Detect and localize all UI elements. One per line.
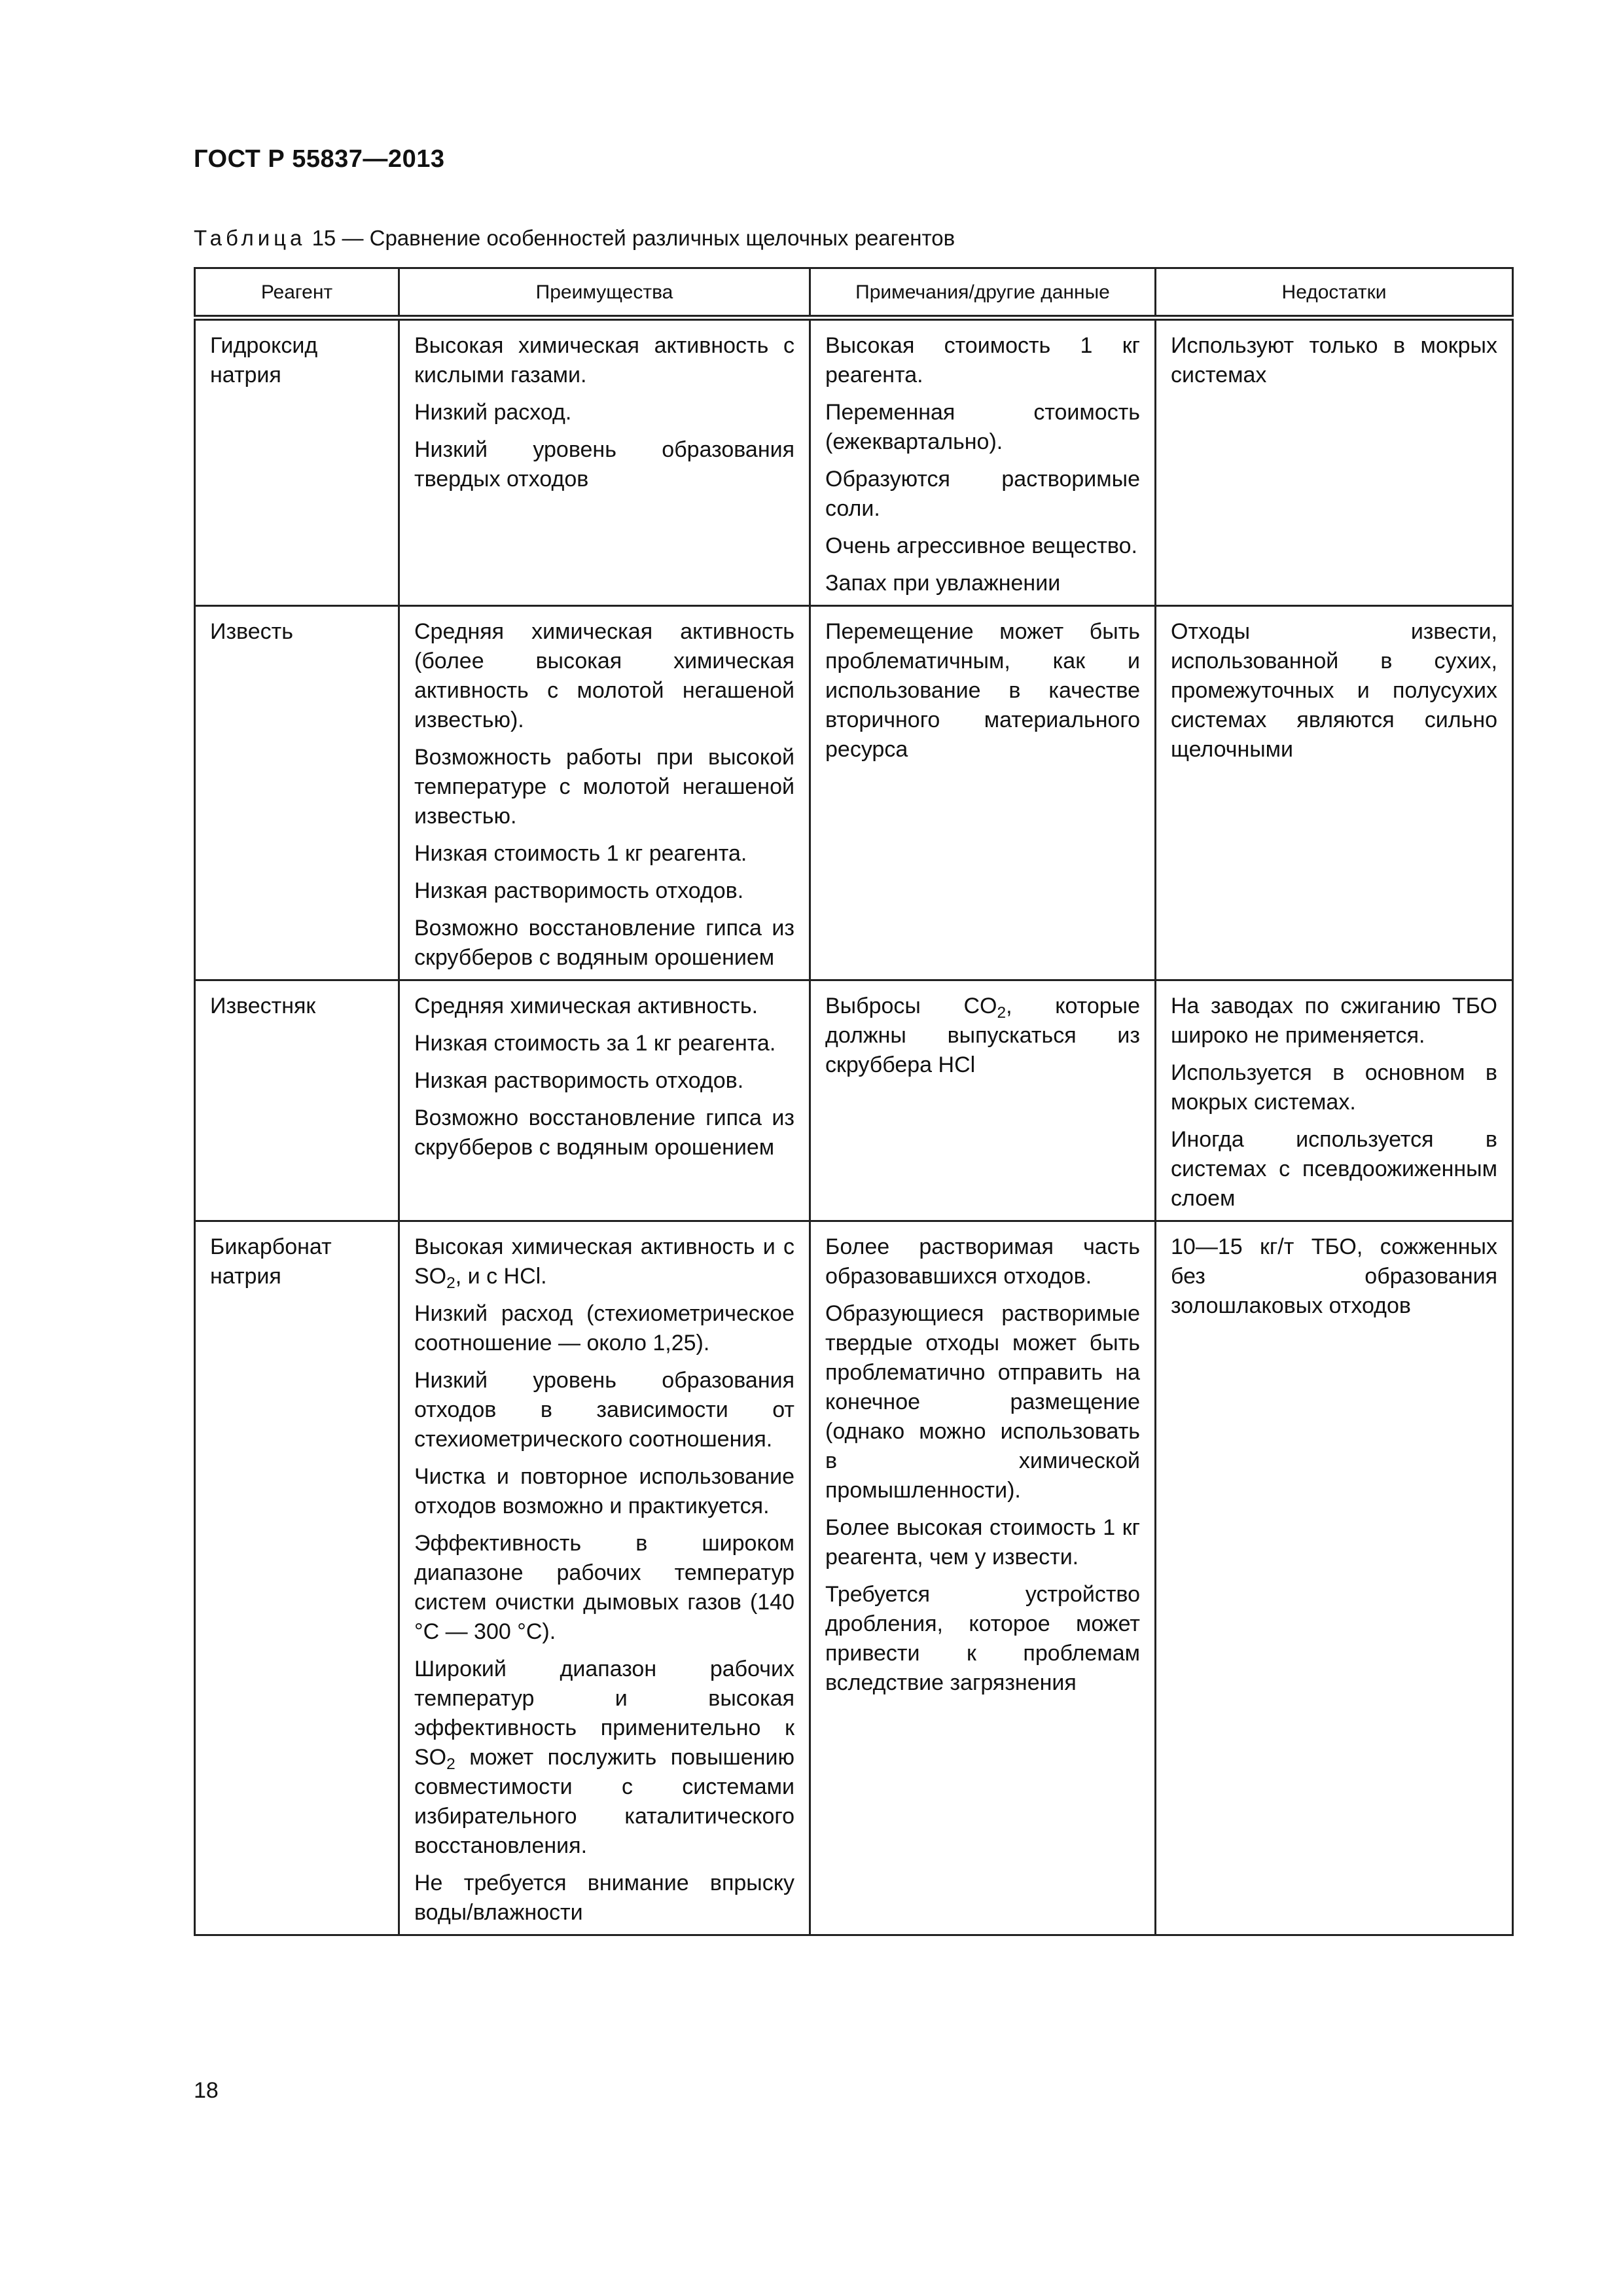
notes-cell: [810, 980, 1156, 1221]
advantage-item: Низкая стоимость за 1 кг реагента.: [414, 1031, 776, 1056]
advantage-item: Низкий расход (стехиометрическое соотношение — около 1,25).: [414, 1301, 794, 1355]
notes-cell: [810, 318, 1156, 606]
note-item: Переменная стоимость (ежеквартально).: [825, 400, 1140, 454]
advantages-cell: [399, 318, 810, 606]
column-header-notes: Примечания/другие данные: [810, 268, 1156, 318]
advantages-cell: [399, 606, 810, 980]
table-body: [195, 318, 1513, 1935]
table-row: [195, 1221, 1513, 1935]
note-item: Перемещение может быть проблематичным, как и использование в качестве вторичного материального ресурса: [825, 619, 1140, 762]
table-caption: [194, 226, 955, 251]
page-number: 18: [194, 2078, 219, 2103]
note-item: Выбросы $CO_2$, которые должны выпускаться из скруббера HCl: [825, 994, 1141, 1077]
column-header-disadvantages: Недостатки: [1156, 268, 1513, 318]
advantage-item: Не требуется внимание впрыску воды/влажности: [414, 1871, 794, 1925]
reagent-cell: Бикарбонат натрия: [195, 1221, 399, 1935]
reagent-cell: Известняк: [195, 980, 399, 1221]
advantage-item: Низкий расход.: [414, 400, 572, 425]
advantages-cell: [399, 1221, 810, 1935]
advantage-item: Средняя химическая активность.: [414, 994, 758, 1018]
caption-number: 15: [312, 226, 336, 250]
notes-cell: [810, 606, 1156, 980]
note-item: Образуются растворимые соли.: [825, 467, 1140, 521]
note-item: Более растворимая часть образовавшихся отходов.: [825, 1234, 1140, 1289]
advantage-item: Низкая растворимость отходов.: [414, 878, 744, 903]
advantage-item: Низкая стоимость 1 кг реагента.: [414, 841, 747, 866]
table-row: [195, 318, 1513, 606]
disadvantage-item: Используется в основном в мокрых системах.: [1171, 1060, 1497, 1115]
note-item: Запах при увлажнении: [825, 571, 1061, 596]
caption-prefix: Таблица: [194, 226, 306, 250]
advantage-item: Высокая химическая активность с кислыми газами.: [414, 333, 794, 387]
advantage-item: Низкий уровень образования твердых отходов: [414, 437, 794, 492]
disadvantage-item: Отходы извести, использованной в сухих, промежуточных и полусухих системах являются сильно щелочными: [1171, 619, 1497, 762]
advantage-item: Чистка и повторное использование отходов возможно и практикуется.: [414, 1464, 794, 1518]
reagent-cell: Гидроксид натрия: [195, 318, 399, 606]
disadvantages-cell: [1156, 318, 1513, 606]
table-row: [195, 980, 1513, 1221]
column-header-reagent: Реагент: [195, 268, 399, 318]
advantage-item: Возможность работы при высокой температуре с молотой негашеной известью.: [414, 745, 794, 829]
advantage-item: Высокая химическая активность и с $SO_2$, и с HCl.: [414, 1234, 794, 1292]
disadvantages-cell: [1156, 606, 1513, 980]
disadvantage-item: Используют только в мокрых системах: [1171, 333, 1497, 387]
advantage-item: Низкая растворимость отходов.: [414, 1068, 744, 1093]
disadvantage-item: Иногда используется в системах с псевдоожиженным слоем: [1171, 1127, 1497, 1211]
note-item: Высокая стоимость 1 кг реагента.: [825, 333, 1140, 387]
table-header-row: [195, 268, 1513, 318]
advantage-item: Низкий уровень образования отходов в зависимости от стехиометрического соотношения.: [414, 1368, 794, 1452]
advantage-item: Широкий диапазон рабочих температур и высокая эффективность применительно к $SO_2$ может послужить повышению совместимости с системами избирательного каталитического восстановления.: [414, 1657, 794, 1858]
reagents-comparison-table: [194, 267, 1514, 1936]
caption-text: — Сравнение особенностей различных щелочных реагентов: [336, 226, 955, 250]
reagent-cell: Известь: [195, 606, 399, 980]
note-item: Образующиеся растворимые твердые отходы может быть проблематично отправить на конечное размещение (однако можно использовать в химической промышленности).: [825, 1301, 1140, 1503]
advantage-item: Эффективность в широком диапазоне рабочих температур систем очистки дымовых газов (140 °C — 300 °C).: [414, 1531, 794, 1644]
advantages-cell: [399, 980, 810, 1221]
table-row: [195, 606, 1513, 980]
disadvantage-item: 10—15 кг/т ТБО, сожженных без образования золошлаковых отходов: [1171, 1234, 1497, 1318]
note-item: Требуется устройство дробления, которое может привести к проблемам вследствие загрязнения: [825, 1582, 1140, 1695]
notes-cell: [810, 1221, 1156, 1935]
advantage-item: Средняя химическая активность (более высокая химическая активность с молотой негашеной известью).: [414, 619, 794, 732]
note-item: Более высокая стоимость 1 кг реагента, чем у извести.: [825, 1515, 1140, 1570]
column-header-advantages: Преимущества: [399, 268, 810, 318]
disadvantages-cell: [1156, 1221, 1513, 1935]
advantage-item: Возможно восстановление гипса из скрубберов с водяным орошением: [414, 916, 794, 970]
document-header: ГОСТ Р 55837—2013: [194, 145, 445, 173]
note-item: Очень агрессивное вещество.: [825, 533, 1137, 558]
disadvantage-item: На заводах по сжиганию ТБО широко не применяется.: [1171, 994, 1497, 1048]
disadvantages-cell: [1156, 980, 1513, 1221]
advantage-item: Возможно восстановление гипса из скрубберов с водяным орошением: [414, 1105, 794, 1160]
